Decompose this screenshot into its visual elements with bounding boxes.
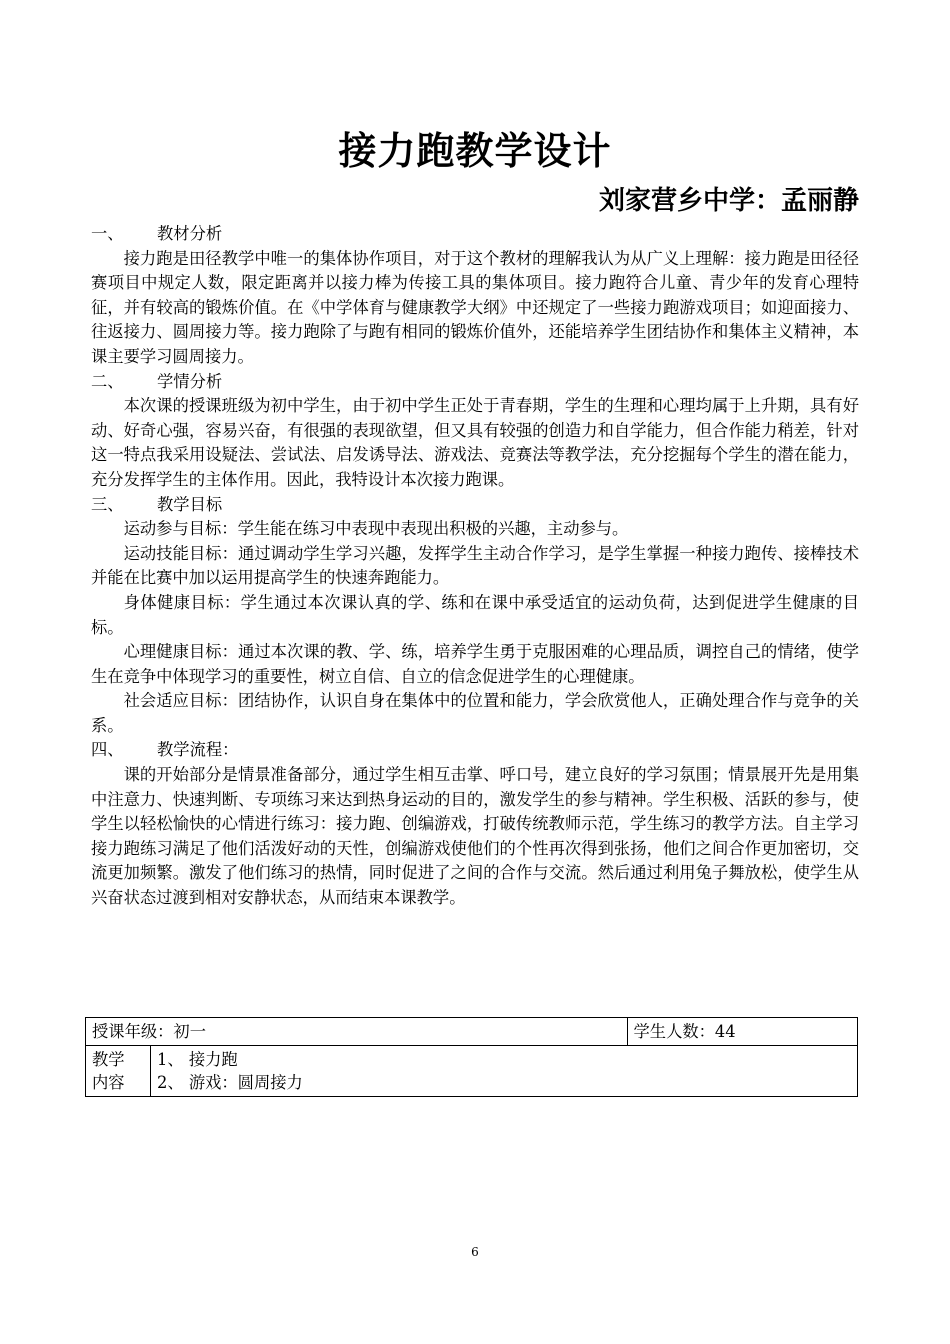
paragraph: 心理健康目标：通过本次课的教、学、练，培养学生勇于克服困难的心理品质，调控自己的情绪，使学生在竞争中体现学习的重要性，树立自信、自立的信念促进学生的心理健康。 <box>91 642 859 686</box>
paragraph: 本次课的授课班级为初中学生，由于初中学生正处于青春期，学生的生理和心理均属于上升期，具有好动、好奇心强，容易兴奋，有很强的表现欲望，但又具有较强的创造力和自学能力，但合作能力稍差，针对这一特点我采用设疑法、尝试法、启发诱导法、游戏法、竞赛法等教学法，充分挖掘每个学生的潜在能力，充分发挥学生的主体作用。因此，我特设计本次接力跑课。 <box>91 396 859 489</box>
content-label-cell <box>86 1046 151 1097</box>
document-title: 接力跑教学设计 <box>338 129 612 173</box>
section-number: 一、 <box>91 224 124 243</box>
content-item: 1、 接力跑 <box>157 1050 238 1069</box>
grade-cell: 授课年级：初一 <box>86 1018 628 1046</box>
content-items-cell <box>151 1046 858 1097</box>
section-heading <box>91 370 859 395</box>
page-number: 6 <box>471 1245 479 1259</box>
students-cell: 学生人数：44 <box>627 1018 858 1046</box>
author-line: 刘家营乡中学：孟丽静 <box>598 186 859 216</box>
content-item: 2、 游戏：圆周接力 <box>157 1073 303 1092</box>
section-heading <box>91 493 859 518</box>
paragraph: 课的开始部分是情景准备部分，通过学生相互击掌、呼口号，建立良好的学习氛围；情景展开先是用集中注意力、快速判断、专项练习来达到热身运动的目的，激发学生的参与精神。学生积极、活跃的参与，使学生以轻松愉快的心情进行练习：接力跑、创编游戏，打破传统教师示范，学生练习的教学方法。自主学习接力跑练习满足了他们活泼好动的天性，创编游戏使他们的个性再次得到张扬，他们之间合作更加密切，交流更加频繁。激发了他们练习的热情，同时促进了之间的合作与交流。然后通过利用兔子舞放松，使学生从兴奋状态过渡到相对安静状态，从而结束本课教学。 <box>91 765 859 908</box>
content-label-line: 教学 <box>92 1050 125 1069</box>
paragraph: 身体健康目标：学生通过本次课认真的学、练和在课中承受适宜的运动负荷，达到促进学生健康的目标。 <box>91 592 859 637</box>
paragraph: 社会适应目标：团结协作，认识自身在集体中的位置和能力，学会欣赏他人，正确处理合作与竞争的关系。 <box>91 691 859 735</box>
section-heading <box>91 738 859 763</box>
paragraph: 运动参与目标：学生能在练习中表现中表现出积极的兴趣，主动参与。 <box>123 519 629 539</box>
section-number: 四、 <box>91 740 124 760</box>
lesson-info-table <box>85 1017 858 1097</box>
section-title: 教材分析 <box>157 224 223 243</box>
section-title: 教学目标 <box>157 494 223 514</box>
content-label-line: 内容 <box>92 1073 125 1092</box>
table-row <box>86 1046 858 1097</box>
paragraph: 接力跑是田径教学中唯一的集体协作项目，对于这个教材的理解我认为从广义上理解：接力跑是田径径赛项目中规定人数，限定距离并以接力棒为传接工具的集体项目。接力跑符合儿童、青少年的发育心理特征，并有较高的锻炼价值。在《中学体育与健康教学大纲》中还规定了一些接力跑游戏项目；如迎面接力、往返接力、圆周接力等。接力跑除了与跑有相同的锻炼价值外，还能培养学生团结协作和集体主义精神，本课主要学习圆周接力。 <box>91 248 859 366</box>
section-heading <box>91 222 859 247</box>
table-row <box>86 1018 858 1046</box>
section-title: 学情分析 <box>157 371 223 391</box>
document-body <box>91 222 859 911</box>
section-number: 二、 <box>91 371 124 391</box>
section-number: 三、 <box>91 494 124 514</box>
paragraph: 运动技能目标：通过调动学生学习兴趣，发挥学生主动合作学习，是学生掌握一种接力跑传、接棒技术并能在比赛中加以运用提高学生的快速奔跑能力。 <box>91 543 859 588</box>
section-title: 教学流程： <box>157 740 239 760</box>
